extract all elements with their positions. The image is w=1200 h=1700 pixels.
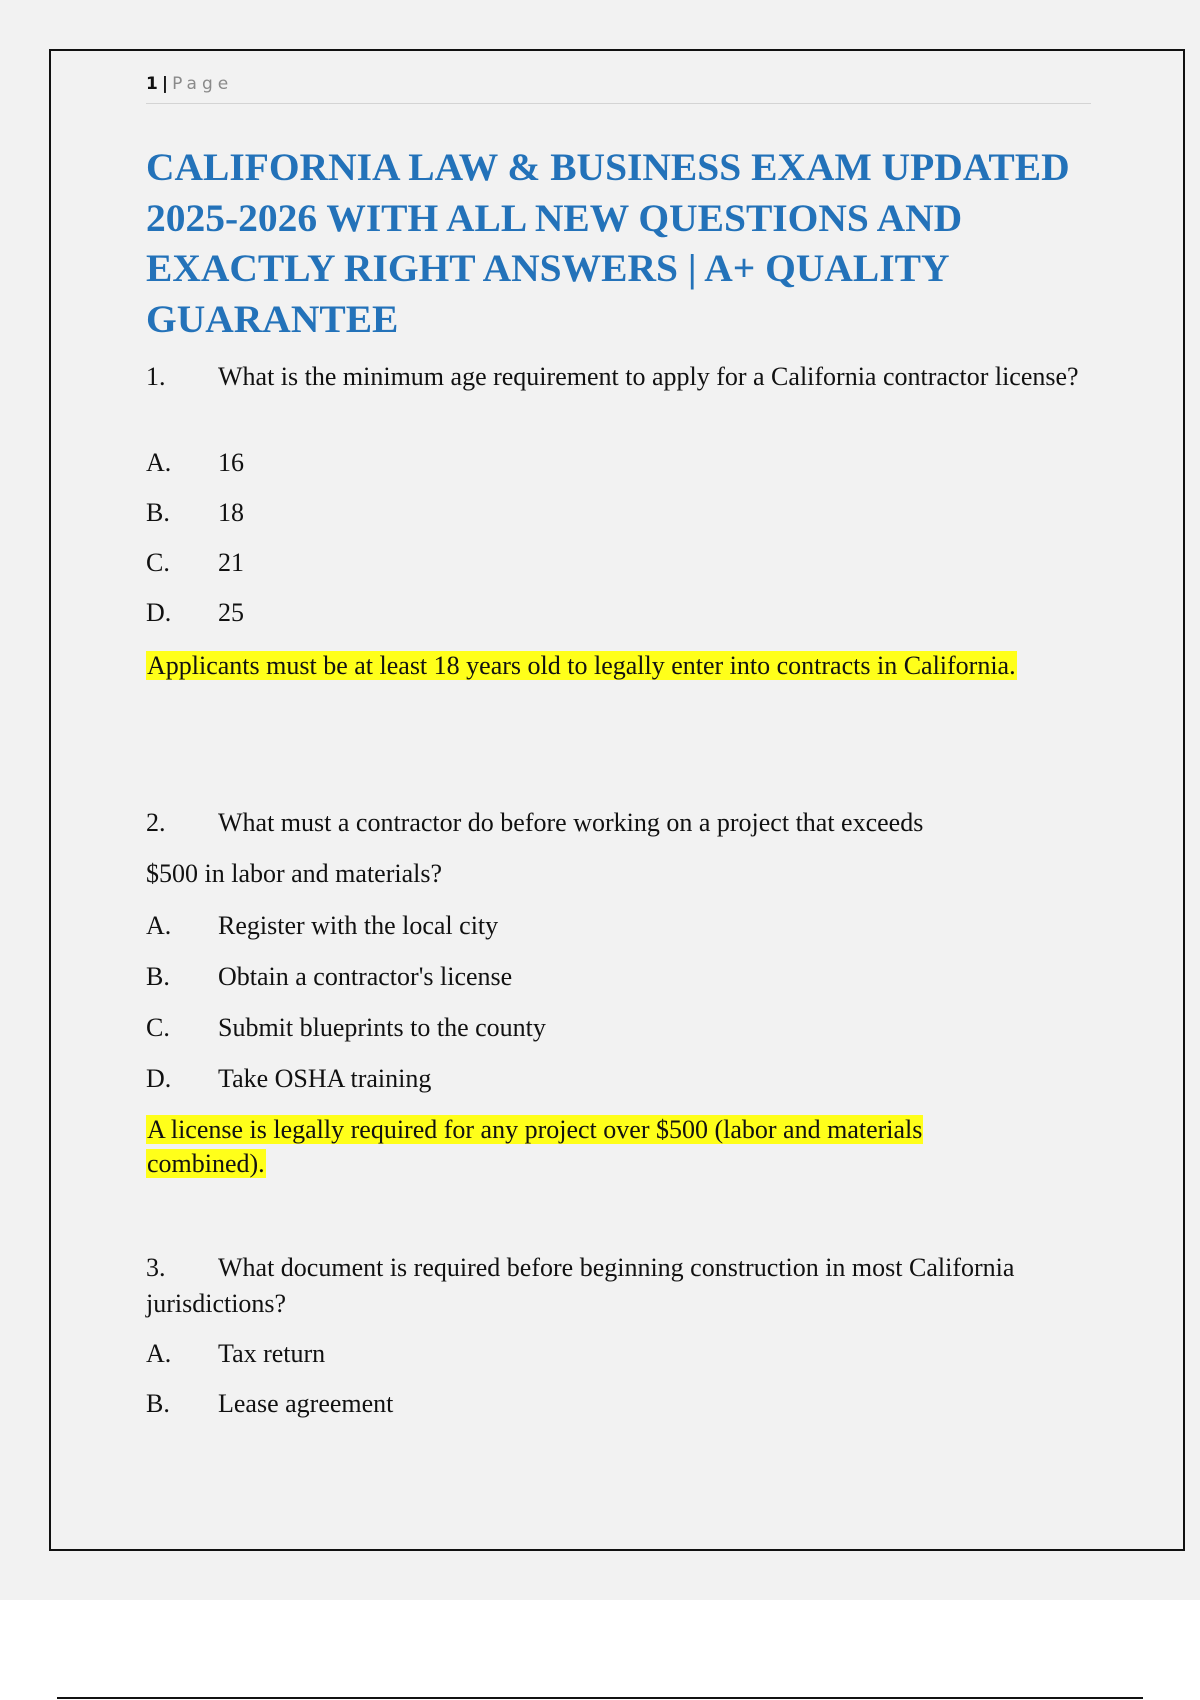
answer-highlight: Applicants must be at least 18 years old to legally enter into contracts in California.: [147, 651, 1016, 680]
option-letter: D.: [146, 1064, 172, 1093]
option-text: 25: [218, 598, 244, 627]
next-page-rule: [57, 1697, 1143, 1699]
option-letter: B.: [146, 1389, 170, 1418]
question-2-text-line2: $500 in labor and materials?: [146, 859, 443, 888]
page-word: Page: [172, 74, 234, 94]
question-1-option-d: [146, 595, 244, 631]
option-text: Take OSHA training: [218, 1064, 432, 1093]
option-text: 21: [218, 548, 244, 577]
question-1-body: What is the minimum age requirement to apply for a California contractor license?: [218, 362, 1079, 391]
option-text: Submit blueprints to the county: [218, 1013, 546, 1042]
question-2-option-a: [146, 908, 498, 944]
option-letter: A.: [146, 1339, 172, 1368]
question-3-body: What document is required before beginning construction in most California jurisdictions?: [146, 1253, 1015, 1318]
question-1-option-c: [146, 545, 244, 581]
option-letter: D.: [146, 598, 172, 627]
question-2-answer: [146, 1113, 923, 1181]
answer-highlight-line1: A license is legally required for any project over $500 (labor and materials: [147, 1115, 923, 1144]
page-header: [146, 71, 1091, 104]
question-1-number: 1.: [146, 362, 166, 391]
option-letter: A.: [146, 448, 172, 477]
question-2-option-c: [146, 1010, 546, 1046]
option-letter: C.: [146, 1013, 170, 1042]
question-3-option-a: [146, 1336, 325, 1372]
question-2-body: What must a contractor do before working on a project that exceeds: [218, 808, 924, 837]
option-text: Lease agreement: [218, 1389, 394, 1418]
option-text: Register with the local city: [218, 911, 499, 940]
question-3-text: [146, 1250, 1091, 1322]
page-number: 1: [146, 74, 158, 94]
question-3-number: 3.: [146, 1253, 166, 1282]
page-separator: |: [161, 74, 169, 94]
option-text: Tax return: [218, 1339, 326, 1368]
option-letter: B.: [146, 498, 170, 527]
option-letter: B.: [146, 962, 170, 991]
option-letter: C.: [146, 548, 170, 577]
question-1-option-a: [146, 445, 244, 481]
question-2-text-line1: [146, 805, 923, 841]
option-text: 16: [218, 448, 244, 477]
question-3-option-b: [146, 1386, 393, 1422]
question-3: [146, 1250, 1091, 1418]
question-2-number: 2.: [146, 808, 166, 837]
option-text: Obtain a contractor's license: [218, 962, 513, 991]
document-title: CALIFORNIA LAW & BUSINESS EXAM UPDATED 2025-2026 WITH ALL NEW QUESTIONS AND EXACTLY RIGHT ANSWERS | A+ QUALITY GUARANTEE: [146, 145, 1070, 341]
option-text: 18: [218, 498, 244, 527]
question-1-text: [146, 359, 1091, 395]
answer-highlight-line2: combined).: [147, 1149, 265, 1178]
question-1: [146, 359, 1091, 680]
question-1-option-b: [146, 495, 244, 531]
question-1-answer: [146, 649, 1017, 683]
option-letter: A.: [146, 911, 172, 940]
question-2-option-d: [146, 1061, 431, 1097]
question-2-option-b: [146, 959, 512, 995]
